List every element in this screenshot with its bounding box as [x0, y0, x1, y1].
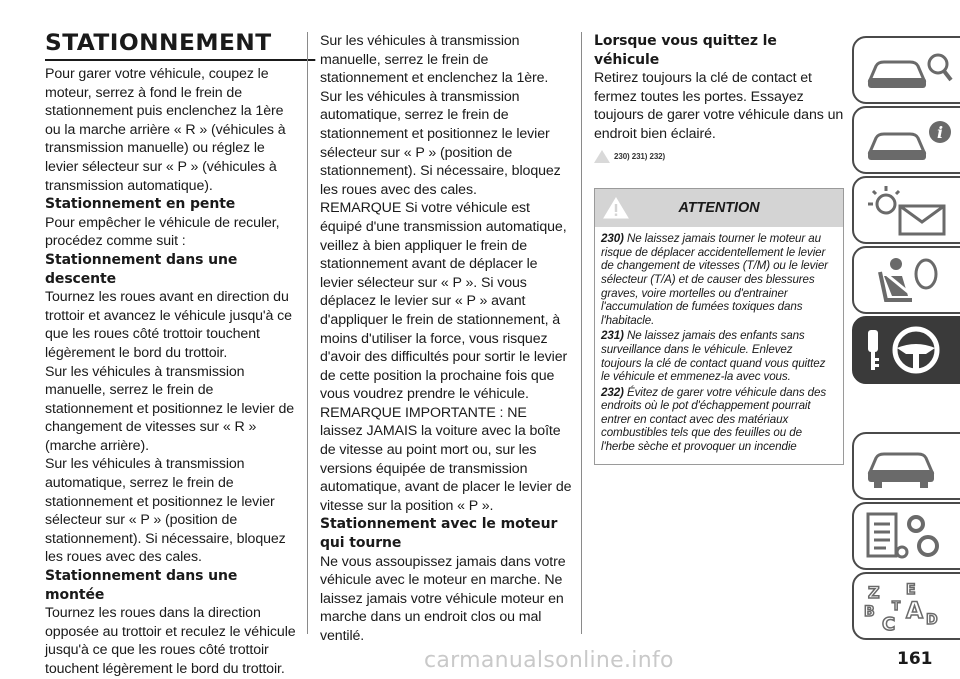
attention-box — [594, 188, 844, 465]
warning-triangle-icon — [594, 150, 610, 163]
intro-paragraph: Pour garer votre véhicule, coupez le moteur, serrez à fond le frein de stationnement puis enclenchez la 1ère ou la marche arrière « R » (véhicules à transmission manuelle) ou réglez le levier sélecteur sur « P » (véhicules à transmission automatique). — [45, 66, 286, 194]
warning-item — [601, 232, 835, 327]
attention-body — [595, 227, 843, 464]
checklist-gear-icon — [862, 508, 958, 564]
alphabet-index-icon — [862, 578, 958, 634]
montee-auto-paragraph: Sur les véhicules à transmission automatique, serrez le frein de stationnement et positionnez le levier sélecteur sur « P » (position de stationnement). Si nécessaire, bloquez les roues avec des cales. — [320, 88, 561, 198]
column-1 — [45, 32, 300, 679]
key-steering-wheel-icon — [862, 322, 958, 378]
index-letter: D — [926, 612, 938, 628]
tab-car-front-search[interactable] — [852, 36, 960, 104]
tab-car-service[interactable] — [852, 432, 960, 500]
warning-item — [601, 329, 835, 383]
attention-title: ATTENTION — [678, 200, 760, 217]
index-letter: Z — [868, 583, 880, 602]
warning-text: Ne laissez jamais tourner le moteur au risque de déplacer accidentellement le levier de changement de vitesses (T/M) ou le levier sélecteur (T/A) et de causer des blessures graves, voire mortelles ou d'entrainer l'accumulation de fumées toxiques dans l'habitacle. — [601, 232, 828, 327]
svg-text:i: i — [936, 123, 944, 142]
montee-paragraph: Tournez les roues dans la direction opposée au trottoir et reculez le véhicule jusqu'à ce que les roues côté trottoir touchent légèrement le bord du trottoir. — [45, 605, 296, 677]
seat-airbag-icon — [862, 252, 958, 308]
index-letter: A — [906, 599, 924, 624]
quittez-paragraph: Retirez toujours la clé de contact et fermez toutes les portes. Essayez toujours de garer votre véhicule dans un endroit bien éclairé. — [594, 70, 844, 142]
tab-car-info[interactable] — [852, 106, 960, 174]
heading-quittez: Lorsque vous quittez le véhicule — [594, 33, 777, 68]
tab-warning-lights-mail[interactable] — [852, 176, 960, 244]
montee-manual-paragraph: Sur les véhicules à transmission manuelle, serrez le frein de stationnement et enclenchez la 1ère. — [320, 33, 549, 87]
attention-header — [595, 189, 843, 227]
remarque-paragraph: REMARQUE Si votre véhicule est équipé d'une transmission automatique, veillez à bien appliquer le frein de stationnement avant de déplacer le levier sélecteur sur « P ». Si vous déplacez le levier sur « P » avant d'appliquer le frein de stationnement, à moins d'utiliser la force, vous risquez d'avoir des difficultés pour sortir le levier de cette position la prochaine fois que vous voudrez prendre le véhicule. — [320, 200, 568, 403]
watermark: carmanualsonline.info — [424, 648, 674, 673]
descente-manual-paragraph: Sur les véhicules à transmission manuelle, serrez le frein de stationnement et positionnez le levier de changement de vitesses sur « R » (marche arrière). — [45, 363, 295, 454]
pente-paragraph: Pour empêcher le véhicule de reculer, procédez comme suit : — [45, 214, 280, 250]
heading-montee: Stationnement dans une montée — [45, 568, 238, 603]
column-2 — [320, 32, 572, 646]
warning-reference-numbers: 230) 231) 232) — [614, 151, 666, 161]
warning-number: 231) — [601, 329, 624, 343]
tab-checklist-gear[interactable] — [852, 502, 960, 570]
warning-light-mail-icon — [862, 182, 958, 238]
index-letter: C — [882, 614, 896, 634]
heading-descente: Stationnement dans une descente — [45, 251, 238, 287]
index-letter: T — [892, 599, 901, 613]
tab-key-steering-wheel[interactable] — [852, 316, 960, 384]
warning-number: 230) — [601, 232, 624, 246]
column-3 — [594, 32, 844, 465]
index-letter: E — [906, 582, 916, 598]
warning-number: 232) — [601, 385, 624, 399]
warning-item — [601, 386, 835, 454]
tab-alphabet-index[interactable] — [852, 572, 960, 640]
car-info-icon — [862, 112, 958, 168]
page-number: 161 — [897, 649, 933, 669]
warning-text: Évitez de garer votre véhicule dans des endroits où le pot d'échappement pourrait entrer en contact avec des matériaux combustibles tels que des feuilles ou de l'herbe sèche et provoquer un incendie — [601, 385, 827, 454]
tab-seat-airbag[interactable] — [852, 246, 960, 314]
column-divider — [307, 32, 308, 634]
warning-references — [594, 148, 844, 167]
warning-text: Ne laissez jamais des enfants sans surveillance dans le véhicule. Enlevez toujours la clé de contact quand vous quittez le véhicule et emmenez-la avec vous. — [601, 329, 826, 384]
car-search-icon — [862, 42, 958, 98]
descente-auto-paragraph: Sur les véhicules à transmission automatique, serrez le frein de stationnement et positionnez le levier sélecteur sur « P » (position de stationnement). Si nécessaire, bloquez les roues avec des cales. — [45, 456, 286, 566]
remarque-importante-paragraph: REMARQUE IMPORTANTE : NE laissez JAMAIS la voiture avec la boîte de vitesse au point mort ou, sur les versions équipée de transmission automatique, avant de placer le levier de vitesse sur la position « P ». — [320, 404, 572, 514]
heading-moteur: Stationnement avec le moteur qui tourne — [320, 516, 558, 552]
index-letter: B — [864, 604, 875, 620]
page-title: STATIONNEMENT — [45, 32, 315, 61]
car-service-icon — [862, 438, 958, 494]
heading-pente: Stationnement en pente — [45, 196, 236, 213]
descente-paragraph: Tournez les roues avant en direction du trottoir et avancez le véhicule jusqu'à ce que les roues côté trottoir touchent légèrement le bord du trottoir. — [45, 289, 292, 361]
column-divider — [581, 32, 582, 634]
moteur-paragraph: Ne vous assoupissez jamais dans votre véhicule avec le moteur en marche. Ne laissez jamais votre véhicule moteur en marche dans un endroit clos ou mal ventilé. — [320, 553, 566, 644]
